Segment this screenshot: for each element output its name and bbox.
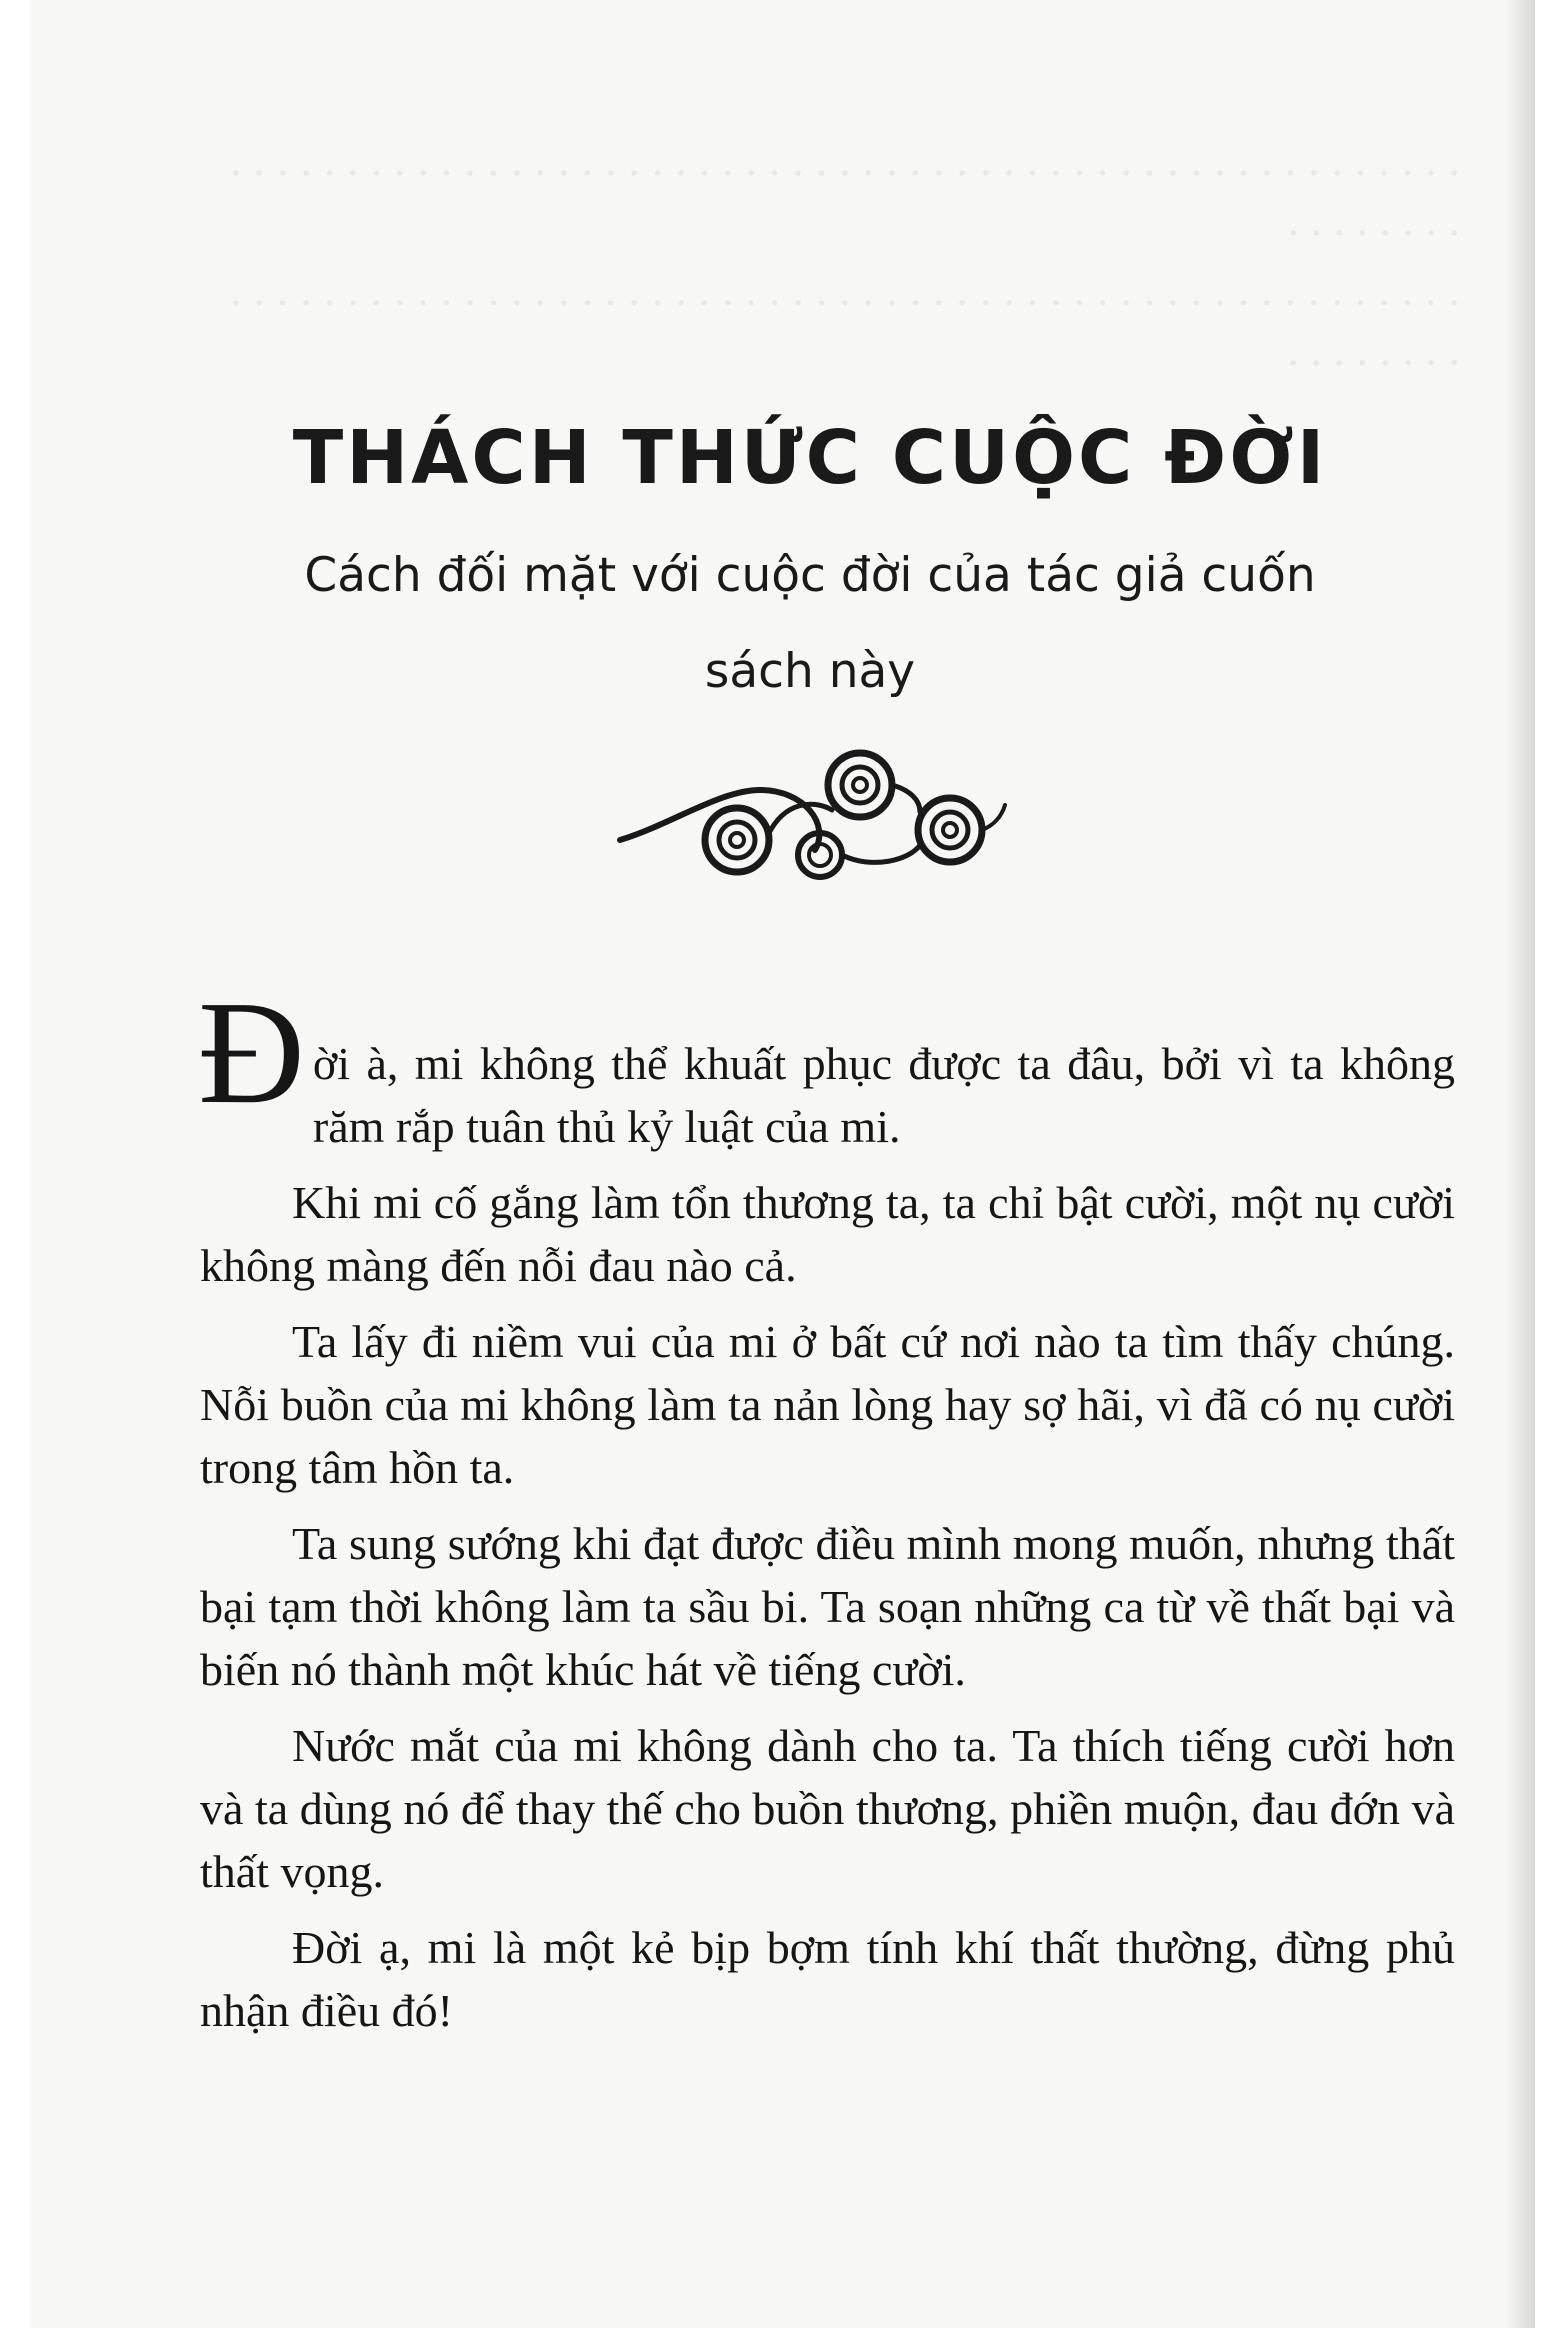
book-page [30,0,1530,2328]
page-edge [1505,0,1535,2328]
paragraph-5: Nước mắt của mi không dành cho ta. Ta thích tiếng cười hơn và ta dùng nó để thay thế cho buồn thương, phiền muộn, đau đớn và thất vọng. [200,1720,1455,1897]
chapter-subtitle: Cách đối mặt với cuộc đời của tác giả cuốn sách này [304,548,1316,699]
drop-cap: Đ [198,971,305,1135]
swirl-ornament-icon [610,730,1010,910]
paragraph-2: Khi mi cố gắng làm tổn thương ta, ta chỉ bật cười, một nụ cười không màng đến nỗi đau nào cả. [200,1177,1455,1291]
bleed-through-text: . . . . . . . . . . . . . . . . . . . . . . . . . . . . . . . . . . . . . . . . . . . . . . . . . . . . . . . . . . . . . . . . . . . . . . . . . . . . . . . . . . . . . . . . . . . . . . . . . . . . . . . . . . . . . . . . . . . . . . . . . . [230,134,1460,375]
paragraph-3: Ta lấy đi niềm vui của mi ở bất cứ nơi nào ta tìm thấy chúng. Nỗi buồn của mi không làm ta nản lòng hay sợ hãi, vì đã có nụ cười trong tâm hồn ta. [200,1316,1455,1493]
chapter-body [198,971,1455,2055]
paragraph-6: Đời ạ, mi là một kẻ bịp bợm tính khí thất thường, đừng phủ nhận điều đó! [200,1922,1455,2036]
paragraph-1-text: ời à, mi không thể khuất phục được ta đâu, bởi vì ta không răm rắp tuân thủ kỷ luật của mi. [312,1038,1455,1152]
paragraph-4: Ta sung sướng khi đạt được điều mình mong muốn, nhưng thất bại tạm thời không làm ta sầu bi. Ta soạn những ca từ về thất bại và biến nó thành một khúc hát về tiếng cười. [200,1518,1455,1695]
chapter-title: THÁCH THỨC CUỘC ĐỜI [292,415,1328,501]
paragraph-1 [198,971,1455,1158]
